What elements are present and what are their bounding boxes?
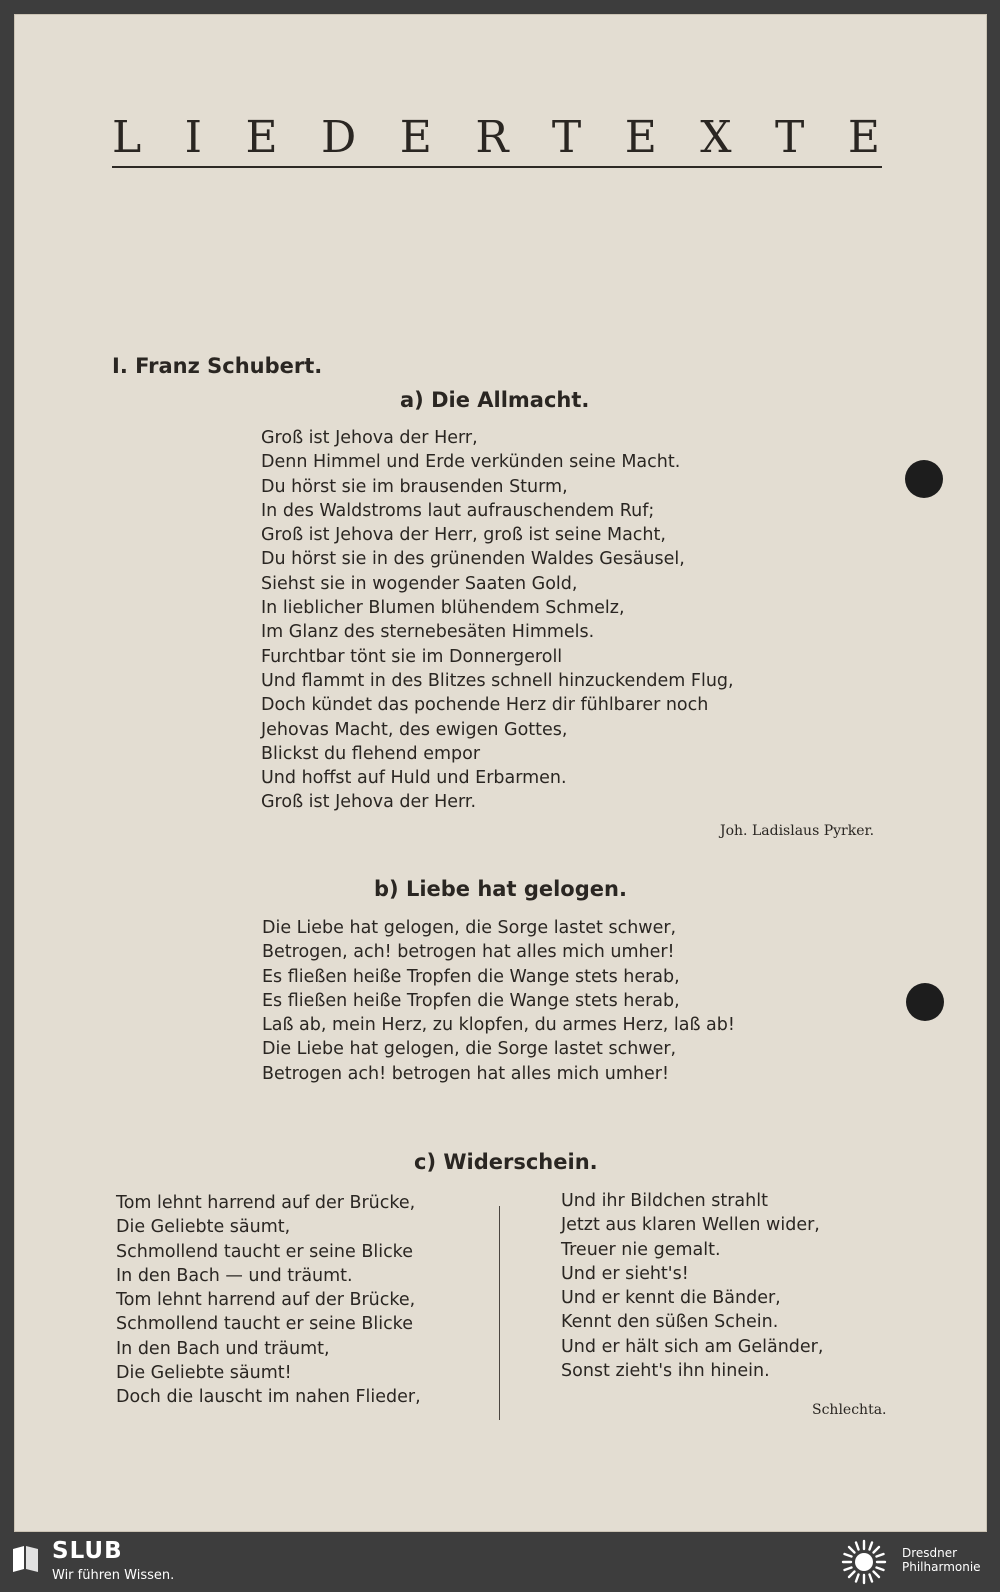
- lyric-line: Im Glanz des sternebesäten Himmels.: [261, 622, 595, 643]
- lyric-line: Tom lehnt harrend auf der Brücke,: [116, 1193, 416, 1213]
- lyric-line: Laß ab, mein Herz, zu klopfen, du armes Herz, laß ab!: [262, 1015, 735, 1036]
- author-schlechta: Schlechta.: [812, 1402, 887, 1418]
- title-letter: E: [624, 112, 657, 163]
- lyric-line: Und er kennt die Bänder,: [561, 1288, 781, 1309]
- lyric-line: Und ihr Bildchen strahlt: [561, 1191, 768, 1211]
- song-title-allmacht: a) Die Allmacht.: [400, 388, 590, 412]
- song-title-liebe: b) Liebe hat gelogen.: [374, 877, 627, 901]
- lyric-line: Die Liebe hat gelogen, die Sorge lastet schwer,: [262, 918, 677, 938]
- lyrics-widerschein-left: [116, 1191, 421, 1410]
- philharmonie-sunburst-icon: [840, 1538, 888, 1586]
- lyric-line: Kennt den süßen Schein.: [561, 1312, 779, 1333]
- page-title: [112, 112, 880, 164]
- lyric-line: Die Liebe hat gelogen, die Sorge lastet schwer,: [262, 1039, 677, 1060]
- title-letter: E: [399, 112, 432, 163]
- lyric-line: Die Geliebte säumt!: [116, 1363, 292, 1384]
- lyric-line: Und hoffst auf Huld und Erbarmen.: [261, 768, 567, 789]
- lyric-line: Denn Himmel und Erde verkünden seine Macht.: [261, 452, 681, 473]
- title-letter: D: [321, 112, 357, 163]
- lyric-line: Tom lehnt harrend auf der Brücke,: [116, 1290, 416, 1311]
- lyric-line: In den Bach — und träumt.: [116, 1265, 353, 1286]
- title-letter: T: [775, 112, 805, 163]
- lyric-line: Und flammt in des Blitzes schnell hinzuckendem Flug,: [261, 670, 734, 691]
- lyrics-liebe: [262, 916, 735, 1086]
- slub-name[interactable]: SLUB: [52, 1538, 123, 1564]
- philharmonie-line2: Philharmonie: [902, 1560, 981, 1574]
- lyrics-widerschein-right: [561, 1189, 823, 1383]
- punch-hole: [906, 983, 944, 1021]
- lyric-line: Groß ist Jehova der Herr.: [261, 792, 477, 813]
- song-title-widerschein: c) Widerschein.: [414, 1150, 598, 1174]
- lyric-line: Du hörst sie in des grünenden Waldes Gesäusel,: [261, 549, 685, 570]
- lyric-line: Es fließen heiße Tropfen die Wange stets herab,: [262, 990, 680, 1011]
- lyric-line: Schmollend taucht er seine Blicke: [116, 1241, 413, 1262]
- section-heading: I. Franz Schubert.: [112, 354, 323, 378]
- lyric-line: In lieblicher Blumen blühendem Schmelz,: [261, 598, 625, 619]
- punch-hole: [905, 460, 943, 498]
- lyric-line: Siehst sie in wogender Saaten Gold,: [261, 573, 578, 594]
- lyric-line: In den Bach und träumt,: [116, 1338, 330, 1359]
- lyric-line: Die Geliebte säumt,: [116, 1217, 291, 1238]
- lyric-line: Doch die lauscht im nahen Flieder,: [116, 1387, 421, 1408]
- title-letter: T: [551, 112, 582, 163]
- lyric-line: Betrogen, ach! betrogen hat alles mich umher!: [262, 942, 675, 963]
- lyric-line: Jehovas Macht, des ewigen Gottes,: [261, 719, 568, 740]
- lyrics-allmacht: [261, 426, 734, 815]
- lyric-line: Und er sieht's!: [561, 1263, 689, 1284]
- lyric-line: Treuer nie gemalt.: [561, 1239, 721, 1260]
- lyric-line: Furchtbar tönt sie im Donnergeroll: [261, 646, 563, 667]
- column-divider: [499, 1206, 500, 1420]
- lyric-line: Sonst zieht's ihn hinein.: [561, 1361, 770, 1382]
- lyric-line: Du hörst sie im brausenden Sturm,: [261, 476, 568, 497]
- title-letter: I: [184, 112, 203, 163]
- title-letter: L: [112, 112, 142, 163]
- slub-tagline: Wir führen Wissen.: [52, 1568, 175, 1583]
- title-letter: X: [700, 112, 732, 163]
- lyric-line: Groß ist Jehova der Herr,: [261, 428, 478, 448]
- lyric-line: In des Waldstroms laut aufrauschendem Ruf;: [261, 500, 655, 521]
- lyric-line: Blickst du flehend empor: [261, 743, 481, 764]
- lyric-line: Doch kündet das pochende Herz dir fühlbarer noch: [261, 695, 709, 716]
- lyric-line: Schmollend taucht er seine Blicke: [116, 1314, 413, 1335]
- lyric-line: Betrogen ach! betrogen hat alles mich umher!: [262, 1063, 670, 1084]
- title-letter: E: [847, 112, 880, 163]
- title-underline: [112, 166, 882, 168]
- philharmonie-name[interactable]: [902, 1546, 981, 1574]
- lyric-line: Es fließen heiße Tropfen die Wange stets herab,: [262, 966, 680, 987]
- title-letter: E: [245, 112, 278, 163]
- lyric-line: Und er hält sich am Geländer,: [561, 1336, 824, 1357]
- lyric-line: Jetzt aus klaren Wellen wider,: [561, 1215, 820, 1236]
- author-pyrker: Joh. Ladislaus Pyrker.: [720, 823, 875, 839]
- footer-bar: [0, 1532, 1000, 1592]
- title-letter: R: [475, 112, 509, 163]
- lyric-line: Groß ist Jehova der Herr, groß ist seine Macht,: [261, 525, 666, 546]
- slub-book-icon: [10, 1542, 42, 1574]
- philharmonie-line1: Dresdner: [902, 1546, 958, 1560]
